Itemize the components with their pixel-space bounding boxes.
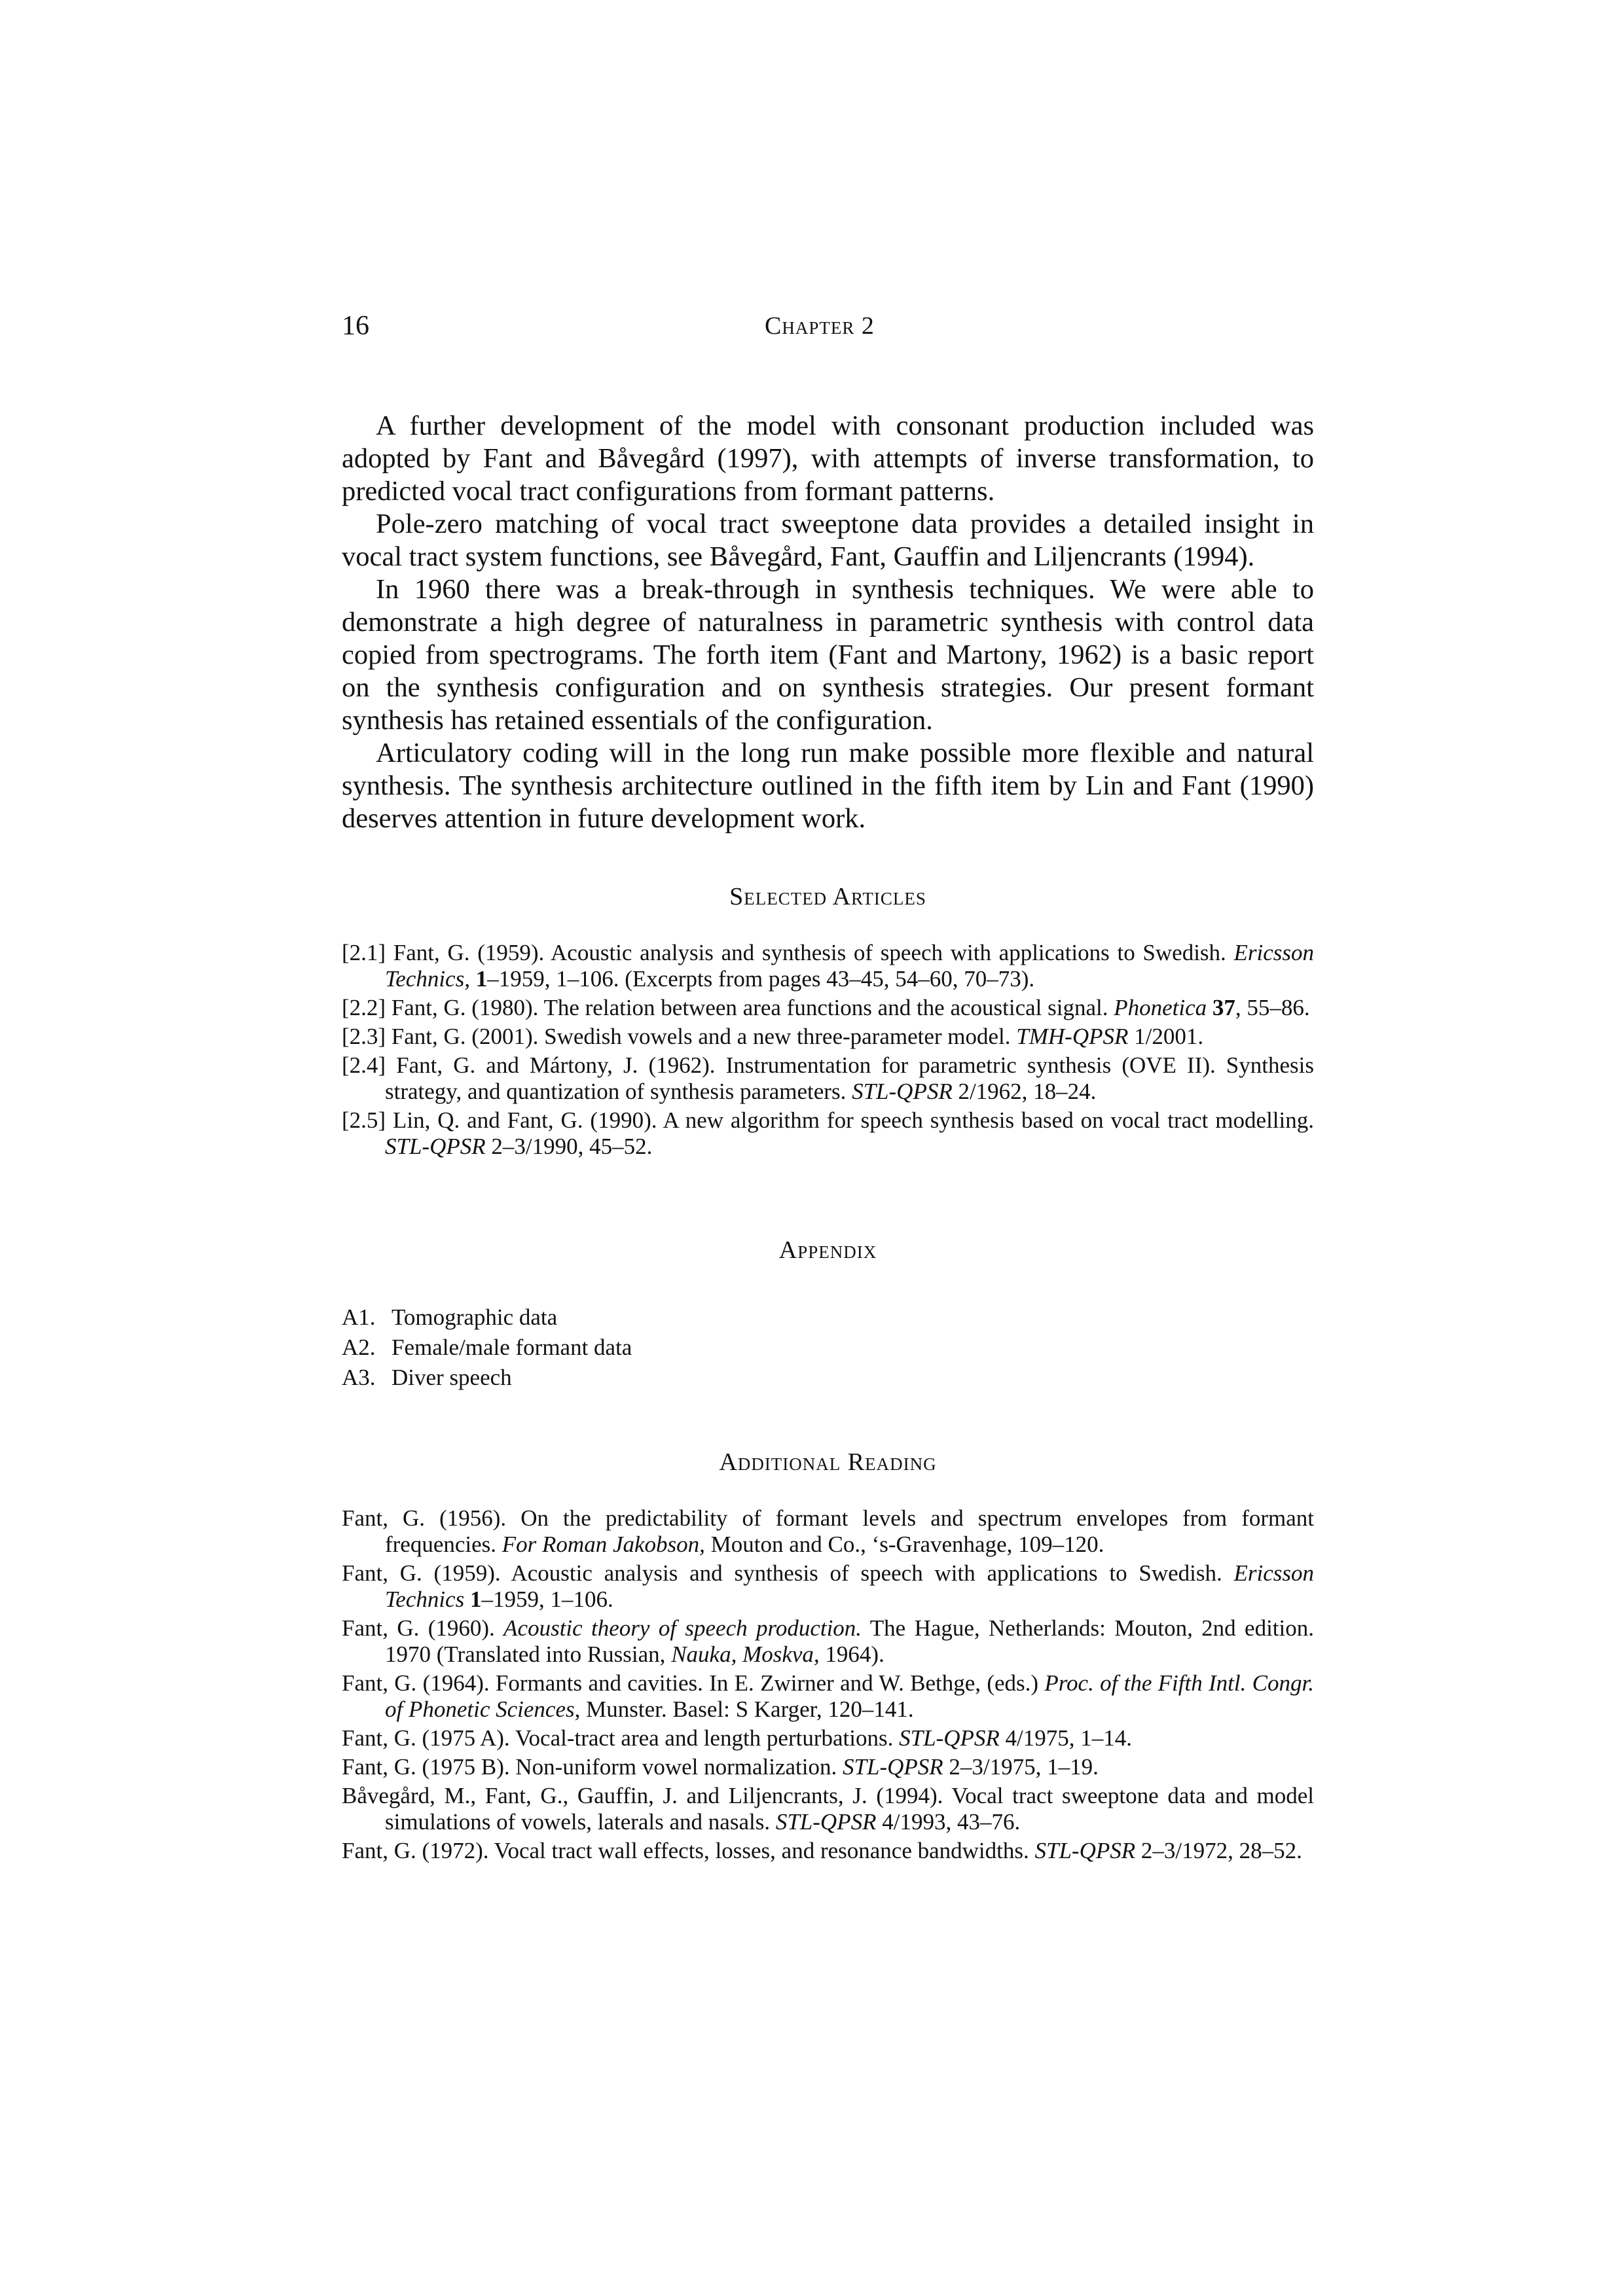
appendix-list: [342, 1302, 1314, 1393]
selected-articles-heading: Selected Articles: [729, 883, 926, 910]
reference-item: Fant, G. (1964). Formants and cavities. In E. Zwirner and W. Bethge, (eds.) Proc. of the Fifth Intl. Congr. of Phonetic Sciences, Munster. Basel: S Karger, 120–141.: [342, 1670, 1314, 1722]
selected-articles-list: [342, 940, 1314, 1162]
body-text: [342, 410, 1314, 835]
appendix-item: A3. Diver speech: [342, 1365, 512, 1390]
paragraph: In 1960 there was a break-through in synthesis techniques. We were able to demonstrate a high degree of naturalness in parametric synthesis with control data copied from spectrograms. The forth item (Fant and Martony, 1962) is a basic report on the synthesis configuration and on synthesis strategies. Our present formant synthesis has retained essentials of the configuration.: [342, 574, 1314, 736]
running-head: Chapter 2: [765, 312, 875, 340]
reference-item: Fant, G. (1972). Vocal tract wall effects, losses, and resonance bandwidths. STL-QPSR 2–3/1972, 28–52.: [342, 1838, 1302, 1863]
additional-reading-list: [342, 1505, 1314, 1867]
reference-item: Fant, G. (1956). On the predictability of formant levels and spectrum envelopes from formant frequencies. For Roman Jakobson, Mouton and Co., ‘s-Gravenhage, 109–120.: [342, 1505, 1314, 1557]
reference-item: [2.2] Fant, G. (1980). The relation between area functions and the acoustical signal. Phonetica 37, 55–86.: [342, 995, 1310, 1020]
paragraph: A further development of the model with consonant production included was adopted by Fant and Båvegård (1997), with attempts of inverse transformation, to predicted vocal tract configurations from formant patterns.: [342, 410, 1314, 507]
appendix-item: A1. Tomographic data: [342, 1304, 558, 1330]
paragraph: Articulatory coding will in the long run make possible more flexible and natural synthesis. The synthesis architecture outlined in the fifth item by Lin and Fant (1990) deserves attention in future development work.: [342, 738, 1314, 834]
reference-item: [2.1] Fant, G. (1959). Acoustic analysis and synthesis of speech with applications to Swedish. Ericsson Technics, 1–1959, 1–106. (Excerpts from pages 43–45, 54–60, 70–73).: [342, 940, 1314, 992]
reference-item: Fant, G. (1975 B). Non-uniform vowel normalization. STL-QPSR 2–3/1975, 1–19.: [342, 1754, 1099, 1780]
reference-item: Fant, G. (1975 A). Vocal-tract area and length perturbations. STL-QPSR 4/1975, 1–14.: [342, 1725, 1132, 1751]
appendix-item: A2. Female/male formant data: [342, 1335, 632, 1360]
reference-item: Båvegård, M., Fant, G., Gauffin, J. and Liljencrants, J. (1994). Vocal tract sweeptone data and model simulations of vowels, laterals and nasals. STL-QPSR 4/1993, 43–76.: [342, 1783, 1314, 1835]
additional-reading-heading: Additional Reading: [719, 1448, 937, 1476]
reference-item: [2.3] Fant, G. (2001). Swedish vowels and a new three-parameter model. TMH-QPSR 1/2001.: [342, 1024, 1204, 1049]
page-number: 16: [342, 311, 369, 341]
reference-item: [2.5] Lin, Q. and Fant, G. (1990). A new algorithm for speech synthesis based on vocal tract modelling. STL-QPSR 2–3/1990, 45–52.: [342, 1107, 1314, 1159]
appendix-heading: Appendix: [778, 1236, 877, 1264]
reference-item: [2.4] Fant, G. and Mártony, J. (1962). Instrumentation for parametric synthesis (OVE II). Synthesis strategy, and quantization of synthesis parameters. STL-QPSR 2/1962, 18–24.: [342, 1052, 1314, 1104]
reference-item: Fant, G. (1960). Acoustic theory of speech production. The Hague, Netherlands: Mouton, 2nd edition. 1970 (Translated into Russian, Nauka, Moskva, 1964).: [342, 1615, 1315, 1667]
paragraph: Pole-zero matching of vocal tract sweeptone data provides a detailed insight in vocal tract system functions, see Båvegård, Fant, Gauffin and Liljencrants (1994).: [342, 509, 1314, 572]
reference-item: Fant, G. (1959). Acoustic analysis and synthesis of speech with applications to Swedish. Ericsson Technics 1–1959, 1–106.: [342, 1560, 1314, 1612]
